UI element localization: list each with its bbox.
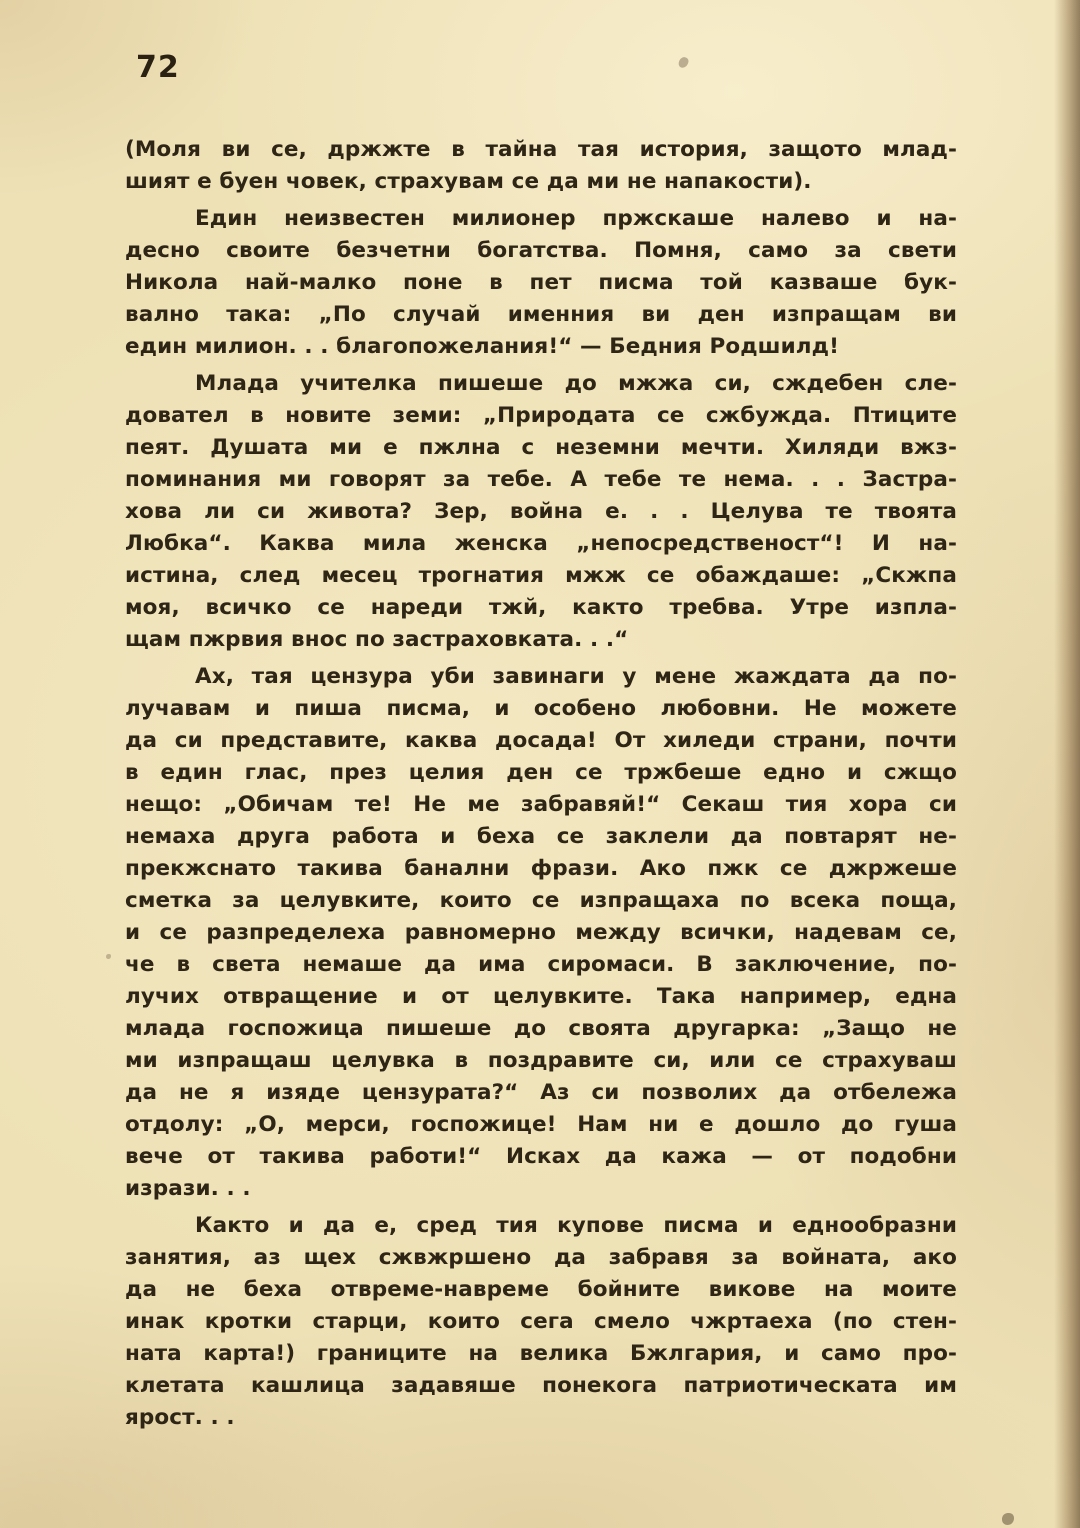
text-line: вече от такива работи!“ Исках да кажа — от подобни	[125, 1144, 957, 1169]
paragraph	[125, 368, 957, 656]
paragraph	[125, 134, 957, 198]
text-line: нещо: „Обичам те! Не ме забравяй!“ Секаш тия хора си	[125, 792, 957, 817]
text-line: немаха друга работа и беха се заклели да повтарят не-	[125, 824, 957, 849]
text-line: сметка за целувките, които се изпращаха по всека поща,	[125, 888, 957, 913]
text-line: лучавам и пиша писма, и особено любовни. Не можете	[125, 696, 957, 721]
text-line: ярост. . .	[125, 1405, 235, 1430]
text-line: довател в новите земи: „Природата се сжбужда. Птиците	[125, 403, 957, 428]
text-line: ми изпращаш целувка в поздравите си, или се страхуваш	[125, 1048, 957, 1073]
text-line: и се разпределеха равномерно между всички, надевам се,	[125, 920, 957, 945]
text-line: един милион. . . благопожелания!“ — Бедния Родшилд!	[125, 334, 839, 359]
text-line: пеят. Душата ми е пжлна с неземни мечти. Хиляди вжз-	[125, 435, 957, 460]
text-line: моя, всичко се нареди тжй, както требва. Утре изпла-	[125, 595, 957, 620]
text-line: млада госпожица пишеше до своята другарка: „Защо не	[125, 1016, 957, 1041]
text-line: да не беха отвреме-навреме бойните викове на моите	[125, 1277, 957, 1302]
text-line: Ах, тая цензура уби завинаги у мене жаждата да по-	[195, 664, 957, 689]
paragraph	[125, 661, 957, 1205]
text-line: че в света немаше да има сиромаси. В заключение, по-	[125, 952, 957, 977]
text-line: Както и да е, сред тия купове писма и еднообразни	[195, 1213, 957, 1238]
ink-speck	[106, 954, 111, 959]
text-line: Никола най-малко поне в пет писма той казваше бук-	[125, 270, 957, 295]
paragraph	[125, 203, 957, 363]
text-line: шият е буен човек, страхувам се да ми не напакости).	[125, 169, 812, 194]
text-line: Един неизвестен милионер пржскаше налево и на-	[195, 206, 957, 231]
text-line: клетата кашлица задавяше понекога патриотическата им	[125, 1373, 957, 1398]
text-line: ната карта!) границите на велика Бжлгария, и само про-	[125, 1341, 957, 1366]
text-line: вално така: „По случай именния ви ден изпращам ви	[125, 302, 957, 327]
text-line: да си представите, каква досада! От хиледи страни, почти	[125, 728, 957, 753]
text-line: истина, след месец трогнатия мжж се обаждаше: „Скжпа	[125, 563, 957, 588]
text-line: лучих отвращение и от целувките. Така например, една	[125, 984, 957, 1009]
text-line: Млада учителка пишеше до мжжа си, сждебен сле-	[195, 371, 957, 396]
text-line: щам пжрвия внос по застраховката. . .“	[125, 627, 629, 652]
text-line: в един глас, през целия ден се тржбеше едно и сжщо	[125, 760, 957, 785]
paragraph	[125, 1210, 957, 1434]
text-line: занятия, аз щех сжвжршено да забравя за войната, ако	[125, 1245, 957, 1270]
text-line: поминания ми говорят за тебе. А тебе те нема. . . Застра-	[125, 467, 957, 492]
page-number: 72	[136, 50, 180, 85]
text-line: (Моля ви се, држжте в тайна тая история, защото млад-	[125, 137, 957, 162]
text-line: отдолу: „О, мерси, госпожице! Нам ни е дошло до гуша	[125, 1112, 957, 1137]
text-line: прекжснато такива банални фрази. Ако пжк се джржеше	[125, 856, 957, 881]
ink-speck	[1002, 1513, 1014, 1525]
text-line: изрази. . .	[125, 1176, 251, 1201]
text-line: хова ли си живота? Зер, война е. . . Целува те твоята	[125, 499, 957, 524]
text-line: инак кротки старци, които сега смело чжртаеха (по стен-	[125, 1309, 957, 1334]
text-line: Любка“. Каква мила женска „непосредственост“! И на-	[125, 531, 957, 556]
text-line: да не я изяде цензурата?“ Аз си позволих да отбележа	[125, 1080, 957, 1105]
text-line: десно своите безчетни богатства. Помня, само за свети	[125, 238, 957, 263]
ink-speck	[677, 56, 690, 70]
text-block	[125, 134, 957, 1434]
